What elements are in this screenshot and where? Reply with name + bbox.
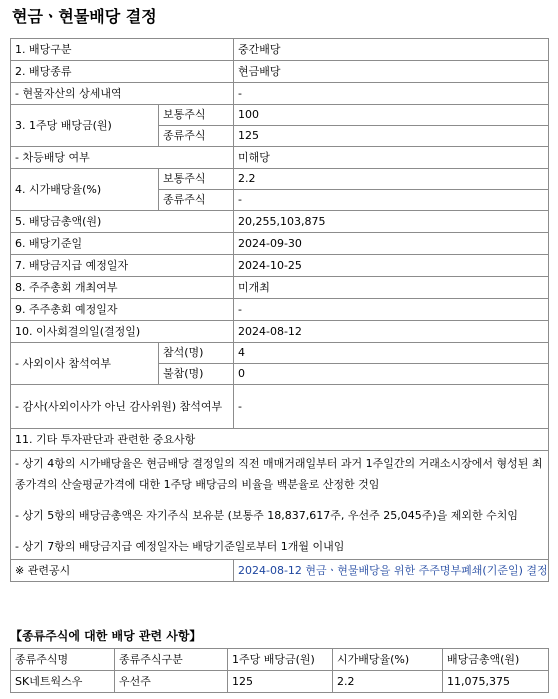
table-row xyxy=(11,233,549,255)
preferred-dividend-table xyxy=(10,648,549,693)
row-value: 미개최 xyxy=(234,277,549,299)
row-label: - 차등배당 여부 xyxy=(11,147,234,169)
column-header: 종류주식명 xyxy=(11,649,115,671)
row-label: 10. 이사회결의일(결정일) xyxy=(11,321,234,343)
row-sublabel: 종류주식 xyxy=(159,126,234,147)
table-row xyxy=(11,105,549,126)
table-row xyxy=(11,451,549,560)
row-sublabel: 보통주식 xyxy=(159,105,234,126)
notes-cell xyxy=(11,451,549,560)
column-header: 배당금총액(원) xyxy=(443,649,549,671)
table-header-row xyxy=(11,649,549,671)
row-label: 2. 배당종류 xyxy=(11,61,234,83)
row-value: 2024-10-25 xyxy=(234,255,549,277)
row-label: 1. 배당구분 xyxy=(11,39,234,61)
table-row xyxy=(11,321,549,343)
row-label: 3. 1주당 배당금(원) xyxy=(11,105,159,147)
dividend-decision-table xyxy=(10,38,549,582)
row-value: 4 xyxy=(234,343,549,364)
table-cell: 2.2 xyxy=(333,671,443,693)
row-value: 2.2 xyxy=(234,169,549,190)
table-row xyxy=(11,211,549,233)
row-label: 4. 시가배당율(%) xyxy=(11,169,159,211)
row-label: - 사외이사 참석여부 xyxy=(11,343,159,385)
table-row xyxy=(11,385,549,429)
note-item: - 상기 5항의 배당금총액은 자기주식 보유분 (보통주 18,837,617주, 우선주 25,045주)을 제외한 수치임 xyxy=(15,509,519,522)
row-label: - 현물자산의 상세내역 xyxy=(11,83,234,105)
table-row xyxy=(11,83,549,105)
table-cell: 11,075,375 xyxy=(443,671,549,693)
row-value: 100 xyxy=(234,105,549,126)
row-value: 현금배당 xyxy=(234,61,549,83)
row-label: 8. 주주총회 개최여부 xyxy=(11,277,234,299)
note-item: - 상기 4항의 시가배당율은 현금배당 결정일의 직전 매매거래일부터 과거 1주일간의 거래소시장에서 형성된 최종가격의 산술평균가격에 대한 1주당 배당금의 비율을 백분율로 산정한 것임 xyxy=(15,457,543,491)
related-disclosure-link[interactable]: 2024-08-12 현금ㆍ현물배당을 위한 주주명부폐쇄(기준일) 결정 xyxy=(234,560,549,582)
table-row xyxy=(11,671,549,693)
note-item: - 상기 7항의 배당금지급 예정일자는 배당기준일로부터 1개월 이내임 xyxy=(15,540,345,553)
row-sublabel: 보통주식 xyxy=(159,169,234,190)
table-row xyxy=(11,255,549,277)
row-label: ※ 관련공시 xyxy=(11,560,234,582)
row-sublabel: 불참(명) xyxy=(159,364,234,385)
row-value: - xyxy=(234,299,549,321)
table-row xyxy=(11,299,549,321)
row-value: 0 xyxy=(234,364,549,385)
row-value: - xyxy=(234,190,549,211)
column-header: 종류주식구분 xyxy=(115,649,228,671)
row-value: 2024-08-12 xyxy=(234,321,549,343)
row-value: - xyxy=(234,385,549,429)
row-label: 9. 주주총회 예정일자 xyxy=(11,299,234,321)
row-label: 7. 배당금지급 예정일자 xyxy=(11,255,234,277)
table-cell: SK네트웍스우 xyxy=(11,671,115,693)
table-row xyxy=(11,61,549,83)
row-label: - 감사(사외이사가 아닌 감사위원) 참석여부 xyxy=(11,385,234,429)
table-row xyxy=(11,429,549,451)
table-cell: 우선주 xyxy=(115,671,228,693)
table-cell: 125 xyxy=(228,671,333,693)
row-value: 20,255,103,875 xyxy=(234,211,549,233)
row-label: 5. 배당금총액(원) xyxy=(11,211,234,233)
row-value: 2024-09-30 xyxy=(234,233,549,255)
row-sublabel: 참석(명) xyxy=(159,343,234,364)
table-row xyxy=(11,147,549,169)
section-title: 【종류주식에 대한 배당 관련 사항】 xyxy=(10,629,202,643)
row-value: 125 xyxy=(234,126,549,147)
row-value: 중간배당 xyxy=(234,39,549,61)
page-title: 현금ㆍ현물배당 결정 xyxy=(12,7,157,26)
table-row xyxy=(11,343,549,364)
row-label: 6. 배당기준일 xyxy=(11,233,234,255)
row-label: 11. 기타 투자판단과 관련한 중요사항 xyxy=(11,429,549,451)
table-row xyxy=(11,169,549,190)
row-sublabel: 종류주식 xyxy=(159,190,234,211)
row-value: 미해당 xyxy=(234,147,549,169)
table-row xyxy=(11,277,549,299)
column-header: 1주당 배당금(원) xyxy=(228,649,333,671)
table-row xyxy=(11,560,549,582)
table-row xyxy=(11,39,549,61)
row-value: - xyxy=(234,83,549,105)
column-header: 시가배당율(%) xyxy=(333,649,443,671)
